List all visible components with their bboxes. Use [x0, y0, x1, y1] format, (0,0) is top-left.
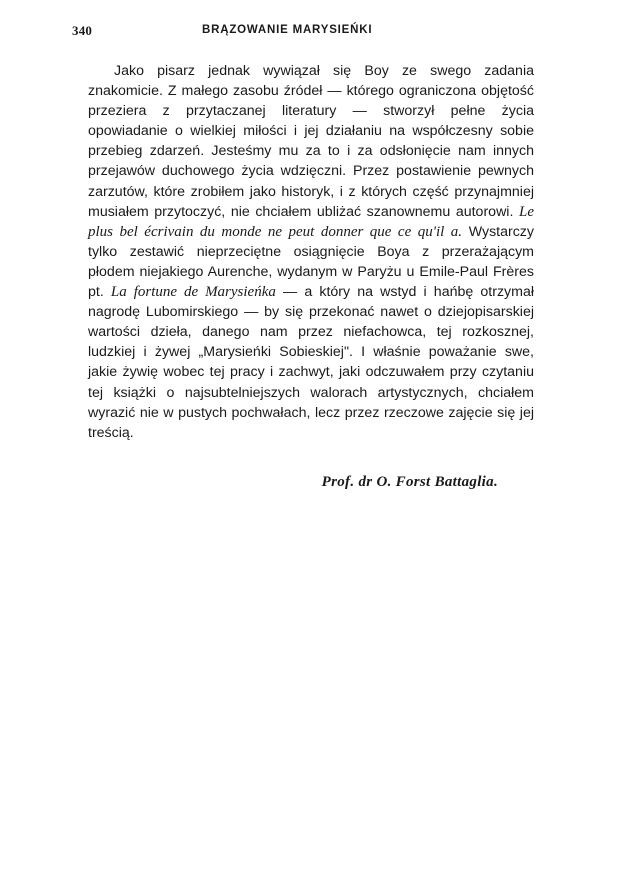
body-text-part-3: — a który na wstyd i hańbę otrzymał nagrodę Lubomirskiego — by się przekonać nawet o dziejopisarskiej wartości dzieła, danego nam przez niefachowca, tej rozkosznej, ludzkiej i żywej „Marysieńki Sobieskiej". I właśnie poważanie swe, jakie żywię wobec tej pracy i zachwyt, jaki odczuwałem przy czytaniu tej książki o najsubtelniejszych walorach artystycznych, chciałem wyrazić nie w pustych pochwałach, lecz przez rzeczowe zajęcie się jej treścią. [88, 284, 534, 441]
running-head [72, 23, 548, 41]
author-signature: Prof. dr O. Forst Battaglia. [321, 474, 498, 490]
body-text-part-2: Wystarczy tylko zestawić nieprzeciętne osiągnięcie Boya z przerażającym płodem niejakiego Aurenche, wydanym w Paryżu u Emile-Paul Frères pt. [88, 223, 534, 301]
body-paragraph [88, 61, 534, 443]
book-title: La fortune de Marysieńka [110, 284, 276, 301]
french-quote: Le plus bel écrivain du monde ne peut donner que ce qu'il a. [88, 203, 534, 240]
page-number: 340 [72, 23, 93, 38]
running-title: BRĄZOWANIE MARYSIEŃKI [202, 24, 373, 36]
body-text-part-1: Jako pisarz jednak wywiązał się Boy ze swego zadania znakomicie. Z małego zasobu źródeł — którego ograniczona objętość przeziera z przytaczanej literatury — stworzył pełne życia opowiadanie o wielkiej miłości i jej działaniu na współczesny sobie przebieg zdarzeń. Jesteśmy mu za to i za odsłonięcie nam innych przejawów duchowego życia wdzięczni. Przez postawienie pewnych zarzutów, które zrobiłem jako historyk, i z których część przynajmniej musiałem przytoczyć, nie chciałem ubliżać szanownemu autorowi. [88, 63, 534, 220]
